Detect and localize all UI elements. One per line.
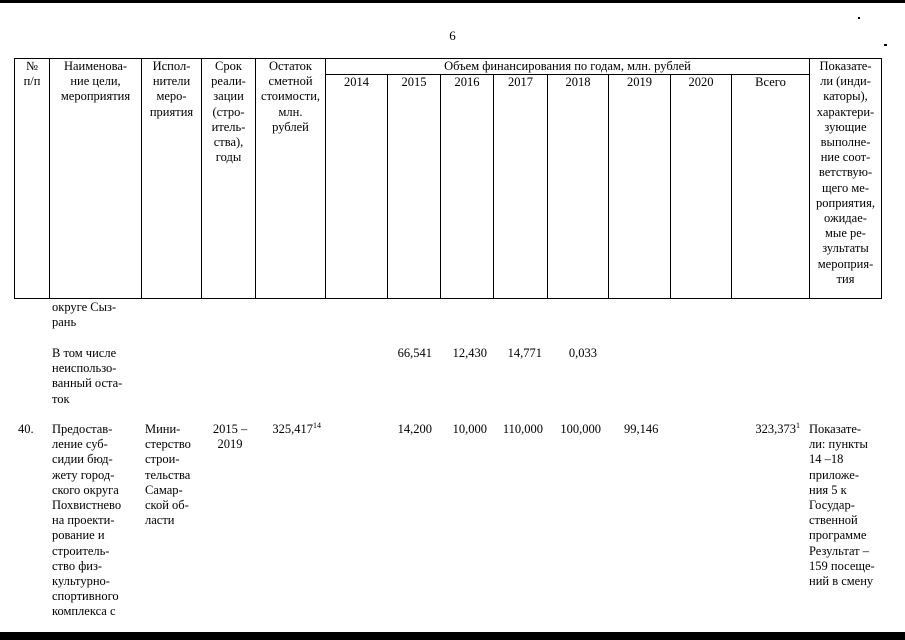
scan-speck	[884, 44, 887, 46]
row-2-2017: 110,000	[502, 422, 543, 436]
header-year-2019: 2019	[609, 75, 671, 299]
scan-speck	[858, 17, 860, 19]
header-executors: Испол- нители меро- приятия	[142, 59, 202, 299]
header-indicators: Показате- ли (инди- каторы), характери- зующие выполне- ние соот- ветствую- щего ме- роприятия, ожидае- мые ре- зультаты мероприя- тия	[810, 59, 882, 299]
row-2-name: Предостав- ление суб- сидии бюд- жету город- ского округа Похвистнево на проекти- рование и строитель- ство физ- культурно- спортивного комплекса с	[52, 422, 122, 619]
row-2-indicators: Показате- ли: пункты 14 –18 приложе- ния 5 к Государ- ственной программе Результат – 159 посеще- ний в смену	[809, 422, 875, 589]
row-2-2015: 14,200	[397, 422, 432, 436]
row-2-executors: Мини- стерство строи- тельства Самар- ской об- ласти	[145, 422, 191, 528]
header-year-2018: 2018	[548, 75, 609, 299]
row-2-2018: 100,000	[560, 422, 601, 436]
header-financing: Объем финансирования по годам, млн. рублей	[326, 59, 810, 75]
row-2-total: 323,373$^1$	[755, 420, 800, 436]
row-1-2016: 12,430	[452, 346, 487, 360]
page-top-border	[0, 0, 905, 3]
page-bottom-border	[0, 632, 905, 640]
row-0-name: округе Сыз- рань	[52, 300, 117, 330]
header-year-2017: 2017	[494, 75, 548, 299]
page-number: 6	[449, 28, 456, 43]
header-year-2016: 2016	[441, 75, 494, 299]
header-year-2014: 2014	[326, 75, 388, 299]
table-body	[14, 298, 881, 628]
row-1-name: В том числе неиспользо- ванный оста- ток	[52, 346, 123, 406]
header-name: Наименова- ние цели, мероприятия	[50, 59, 142, 299]
header-year-2020: 2020	[671, 75, 732, 299]
row-2-2016: 10,000	[452, 422, 487, 436]
row-2-term: 2015 – 2019	[212, 422, 248, 452]
header-balance: Остаток сметной стоимости, млн. рублей	[256, 59, 326, 299]
row-2-balance: 325,417$^{14}$	[272, 420, 321, 436]
header-num: № п/п	[15, 59, 50, 299]
header-total: Всего	[732, 75, 810, 299]
row-1-2017: 14,771	[507, 346, 542, 360]
header-year-2015: 2015	[388, 75, 441, 299]
row-1-2015: 66,541	[397, 346, 432, 360]
table-header	[14, 58, 882, 299]
row-2-num: 40.	[18, 422, 34, 436]
row-1-2018: 0,033	[568, 346, 597, 360]
row-2-2019: 99,146	[624, 422, 659, 436]
header-term: Срок реали- зации (стро- итель- ства), годы	[202, 59, 256, 299]
